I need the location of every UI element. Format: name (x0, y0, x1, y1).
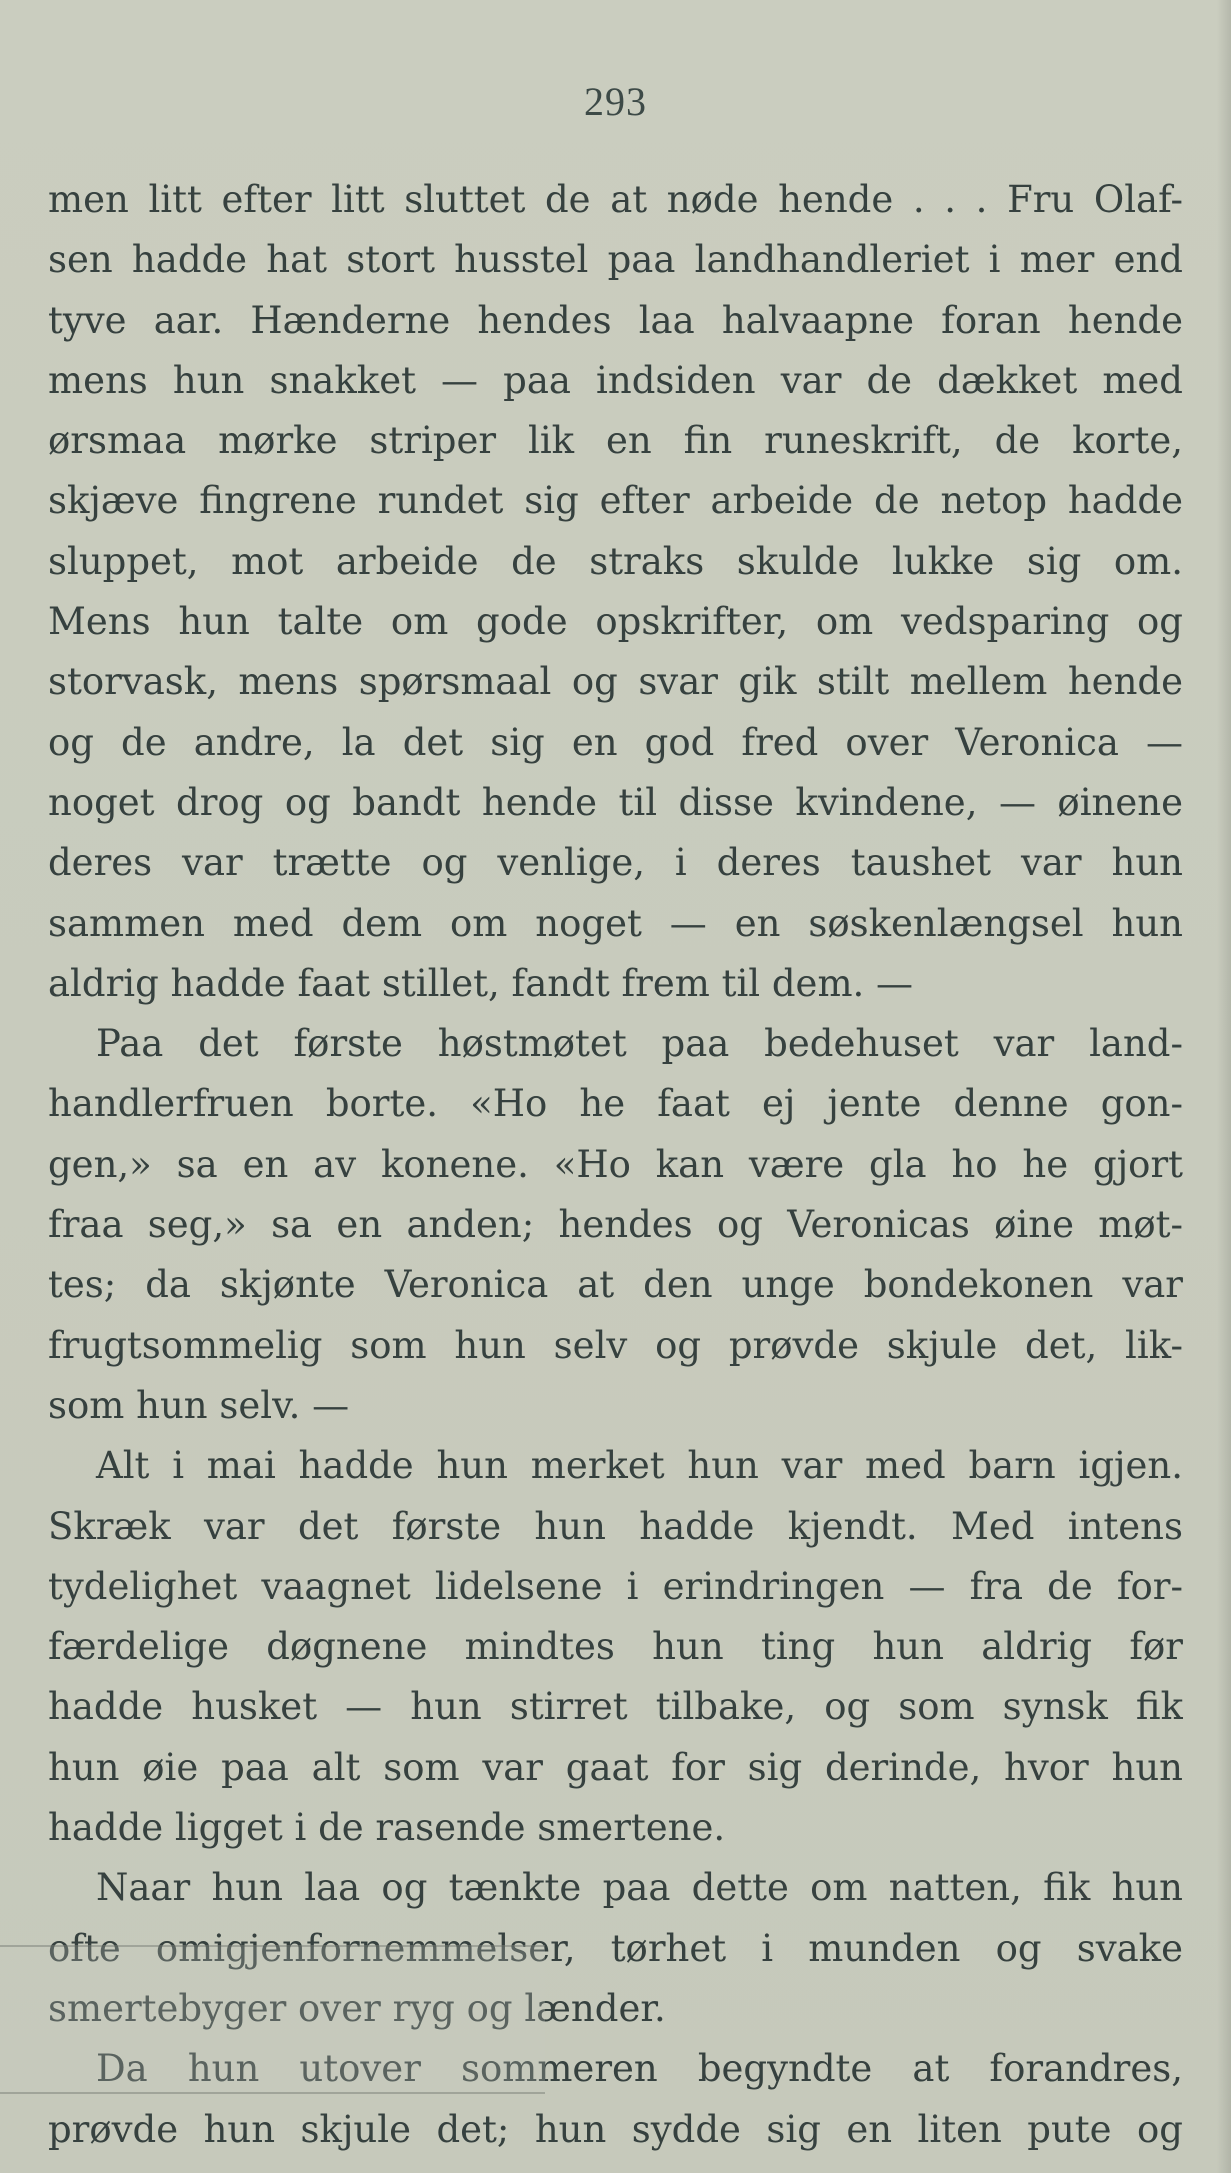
text-line: skjæve fingrene rundet sig efter arbeide de netop hadde (48, 479, 1183, 523)
text-line: ørsmaa mørke striper lik en fin runeskrift, de korte, (48, 419, 1183, 463)
text-line: prøvde hun skjule det; hun sydde sig en liten pute og (48, 2107, 1183, 2151)
text-line: hun øie paa alt som var gaat for sig derinde, hvor hun (48, 1745, 1183, 1789)
text-line: tydelighet vaagnet lidelsene i erindringen — fra de for- (48, 1564, 1183, 1608)
text-line: Alt i mai hadde hun merket hun var med barn igjen. (96, 1444, 1183, 1488)
text-line: Naar hun laa og tænkte paa dette om natten, fik hun (96, 1866, 1183, 1910)
text-line: Skræk var det første hun hadde kjendt. Med intens (48, 1504, 1183, 1548)
text-line: noget drog og bandt hende til disse kvindene, — øinene (48, 780, 1183, 824)
text-line: mens hun snakket — paa indsiden var de dækket med (48, 358, 1183, 402)
text-line: og de andre, la det sig en god fred over Veronica — (48, 720, 1183, 764)
text-line: frugtsommelig som hun selv og prøvde skjule det, lik- (48, 1323, 1183, 1367)
text-line: hadde husket — hun stirret tilbake, og som synsk fik (48, 1685, 1183, 1729)
text-line: storvask, mens spørsmaal og svar gik stilt mellem hende (48, 660, 1183, 704)
text-line: aldrig hadde faat stillet, fandt frem til dem. — (48, 961, 914, 1005)
text-line: Mens hun talte om gode opskrifter, om vedsparing og (48, 600, 1183, 644)
text-line: Da hun utover sommeren begyndte at forandres, (96, 2047, 1183, 2091)
page-number: 293 (584, 79, 647, 124)
text-line: tes; da skjønte Veronica at den unge bondekonen var (48, 1263, 1183, 1307)
text-line: tyve aar. Hænderne hendes laa halvaapne foran hende (48, 298, 1183, 342)
text-line: hadde ligget i de rasende smertene. (48, 1806, 726, 1850)
text-line: ofte omigjenfornemmelser, tørhet i munden og svake (48, 1926, 1183, 1970)
body-text (48, 170, 1183, 2160)
text-line: Paa det første høstmøtet paa bedehuset var land- (96, 1022, 1183, 1066)
text-line: sammen med dem om noget — en søskenlængsel hun (48, 901, 1183, 945)
text-line: men litt efter litt sluttet de at nøde hende . . . Fru Olaf- (48, 178, 1183, 221)
text-line: som hun selv. — (48, 1383, 350, 1427)
tape-strip (0, 1945, 545, 2094)
text-line: sen hadde hat stort husstel paa landhandleriet i mer end (48, 238, 1183, 282)
text-line: handlerfruen borte. «Ho he faat ej jente denne gon- (48, 1082, 1183, 1126)
text-line: smertebyger over ryg og lænder. (48, 1986, 666, 2030)
text-line: sluppet, mot arbeide de straks skulde lukke sig om. (48, 539, 1183, 583)
text-line: fraa seg,» sa en anden; hendes og Veronicas øine møt- (48, 1203, 1183, 1247)
text-line: gen,» sa en av konene. «Ho kan være gla ho he gjort (48, 1142, 1183, 1186)
text-line: deres var trætte og venlige, i deres taushet var hun (48, 841, 1183, 885)
text-line: færdelige døgnene mindtes hun ting hun aldrig før (48, 1625, 1183, 1669)
page-edge-shadow (1217, 0, 1231, 2173)
